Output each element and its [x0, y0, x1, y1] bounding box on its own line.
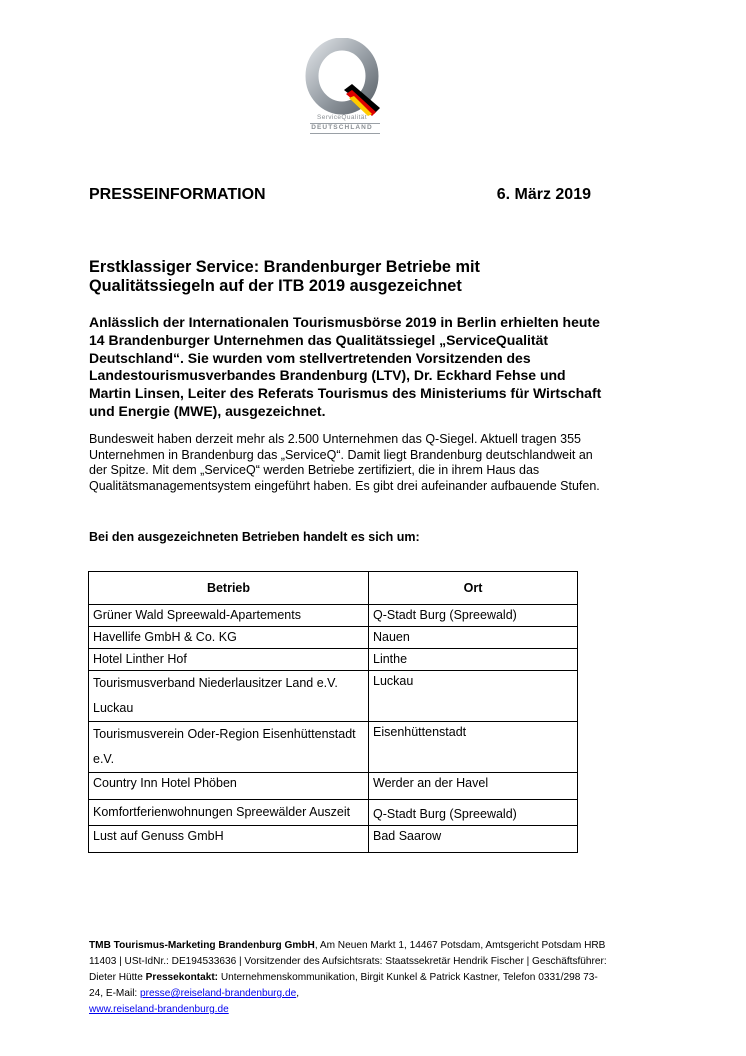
cell-ort: Nauen	[369, 627, 578, 649]
servicequalitaet-logo	[296, 38, 388, 138]
footer-company: TMB Tourismus-Marketing Brandenburg GmbH	[89, 940, 315, 951]
table-row	[89, 627, 578, 649]
footer-website-link[interactable]: www.reiseland-brandenburg.de	[89, 1004, 229, 1015]
footer-separator: ,	[296, 988, 300, 999]
press-label: PRESSEINFORMATION	[89, 186, 266, 203]
cell-betrieb: Lust auf Genuss GmbH	[89, 826, 369, 853]
cell-ort: Luckau	[369, 671, 578, 722]
cell-ort: Q-Stadt Burg (Spreewald)	[369, 800, 578, 826]
cell-ort: Eisenhüttenstadt	[369, 722, 578, 773]
footer	[89, 938, 609, 1018]
logo-divider	[310, 133, 380, 134]
awards-table	[88, 571, 578, 853]
table-row	[89, 605, 578, 627]
cell-ort: Q-Stadt Burg (Spreewald)	[369, 605, 578, 627]
table-row	[89, 671, 578, 722]
cell-ort: Werder an der Havel	[369, 773, 578, 800]
logo-line1: ServiceQualität	[316, 114, 368, 121]
footer-contact-label: Pressekontakt:	[145, 972, 219, 983]
table-intro: Bei den ausgezeichneten Betrieben handelt es sich um:	[89, 530, 420, 544]
cell-betrieb: Havellife GmbH & Co. KG	[89, 627, 369, 649]
cell-betrieb: Tourismusverband Niederlausitzer Land e.V. Luckau	[89, 671, 369, 722]
table-header-row	[89, 572, 578, 605]
cell-ort: Bad Saarow	[369, 826, 578, 853]
q-seal-icon	[296, 38, 388, 118]
footer-company-details: , Am Neuen Markt 1, 14467 Potsdam, Amtsgericht Potsdam HRB 11403 | USt-IdNr.: DE194533636 | Vorsitzender des Aufsichtsrats: Staatssekretär Hendrik Fischer | Geschäftsführer: Dieter Hütte	[89, 940, 607, 983]
cell-betrieb: Komfortferienwohnungen Spreewälder Auszeit	[89, 800, 369, 826]
cell-betrieb: Tourismusverein Oder-Region Eisenhüttenstadt e.V.	[89, 722, 369, 773]
table-row	[89, 773, 578, 800]
table-row	[89, 800, 578, 826]
footer-email-link[interactable]: presse@reiseland-brandenburg.de	[140, 988, 297, 999]
cell-betrieb: Grüner Wald Spreewald-Apartements	[89, 605, 369, 627]
cell-betrieb: Country Inn Hotel Phöben	[89, 773, 369, 800]
press-date: 6. März 2019	[496, 186, 591, 203]
table-row	[89, 826, 578, 853]
headline: Erstklassiger Service: Brandenburger Betriebe mit Qualitätssiegeln auf der ITB 2019 ausgezeichnet	[89, 258, 480, 295]
cell-betrieb: Hotel Linther Hof	[89, 649, 369, 671]
lead-paragraph: Anlässlich der Internationalen Tourismusbörse 2019 in Berlin erhielten heute 14 Brandenburger Unternehmen das Qualitätssiegel „ServiceQualität Deutschland“. Sie wurden vom stellvertretenden Vorsitzenden des Landestourismusverbandes Brandenburg (LTV), Dr. Eckhard Fehse und Martin Linsen, Leiter des Referats Tourismus des Ministeriums für Wirtschaft und Energie (MWE), ausgezeichnet.	[89, 314, 602, 419]
table-row	[89, 649, 578, 671]
column-header-ort: Ort	[369, 572, 578, 605]
cell-ort: Linthe	[369, 649, 578, 671]
footer-contact-details: Unternehmenskommunikation, Birgit Kunkel & Patrick Kastner, Telefon 0331/298 73-24, E-Mail:	[89, 972, 598, 999]
table-row	[89, 722, 578, 773]
body-paragraph: Bundesweit haben derzeit mehr als 2.500 Unternehmen das Q-Siegel. Aktuell tragen 355 Unternehmen in Brandenburg das „ServiceQ“. Damit liegt Brandenburg deutschlandweit an der Spitze. Mit dem „ServiceQ“ werden Betriebe zertifiziert, die in ihrem Haus das Qualitätsmanagementsystem eingeführt haben. Es gibt drei aufeinander aufbauende Stufen.	[89, 432, 600, 493]
column-header-betrieb: Betrieb	[89, 572, 369, 605]
logo-line2: DEUTSCHLAND	[311, 124, 373, 131]
